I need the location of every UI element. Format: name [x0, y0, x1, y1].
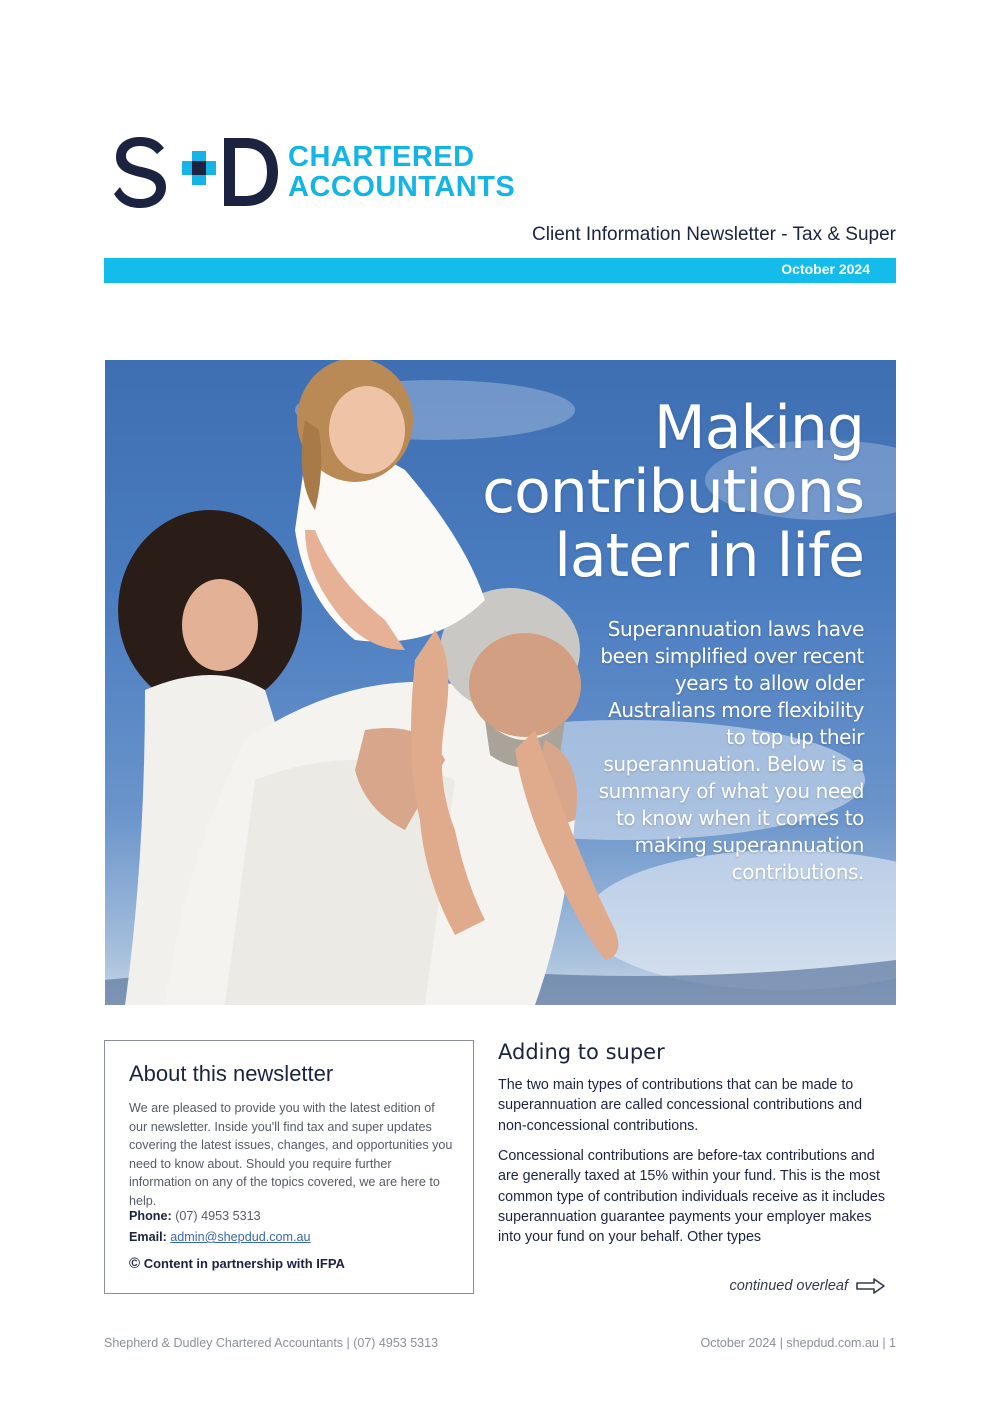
hero-banner: [105, 360, 896, 1005]
email-line: [129, 1230, 311, 1244]
article-heading: Adding to super: [498, 1040, 665, 1064]
footer-left: Shepherd & Dudley Chartered Accountants | (07) 4953 5313: [104, 1336, 439, 1350]
about-title: About this newsletter: [129, 1061, 334, 1086]
logo-line-chartered: CHARTERED: [288, 141, 475, 173]
logo-line-accountants: ACCOUNTANTS: [288, 171, 516, 203]
issue-date: October 2024: [781, 261, 870, 277]
partner-line: [129, 1255, 345, 1272]
footer-right: October 2024 | shepdud.com.au | 1: [700, 1336, 896, 1350]
hero-intro: Superannuation laws have been simplified over recent years to allow older Australians more flexibility to top up their superannuation. Below is a summary of what you need to know when it comes to making superannuation contributions.: [598, 617, 864, 884]
continued-text: continued overleaf: [729, 1278, 848, 1294]
date-bar: [104, 258, 896, 283]
article-paragraph: Concessional contributions are before-tax contributions and are generally taxed at 15% within your fund. This is the most common type of contribution individuals receive as it includes superannuation guarantee payments your employer makes into your fund on your behalf. Other types: [498, 1148, 886, 1246]
logo-wordmark: [288, 142, 515, 202]
phone-label: Phone:: [129, 1209, 172, 1223]
sd-logo-mark: [112, 132, 282, 212]
about-body: We are pleased to provide you with the latest edition of our newsletter. Inside you'll find tax and super updates covering the latest issues, changes, and opportunities you need to know about. Should you require further information on any of the topics covered, we are here to help.: [129, 1101, 453, 1208]
company-logo: [112, 132, 552, 212]
email-link[interactable]: admin@shepdud.com.au: [170, 1230, 311, 1244]
about-newsletter-box: [104, 1040, 474, 1294]
newsletter-subtitle: Client Information Newsletter - Tax & Super: [532, 224, 896, 245]
phone-number[interactable]: (07) 4953 5313: [175, 1209, 261, 1223]
email-label: Email:: [129, 1230, 167, 1244]
partner-text: Content in partnership with IFPA: [143, 1256, 345, 1271]
continued-overleaf[interactable]: [730, 1278, 887, 1294]
article-paragraph: The two main types of contributions that can be made to superannuation are called concessional contributions and non-concessional contributions.: [498, 1077, 863, 1134]
hero-title: Making contributions later in life: [482, 393, 864, 591]
phone-line: [129, 1209, 261, 1223]
copyright-icon: ©: [129, 1255, 141, 1272]
arrow-right-icon: [856, 1278, 886, 1294]
